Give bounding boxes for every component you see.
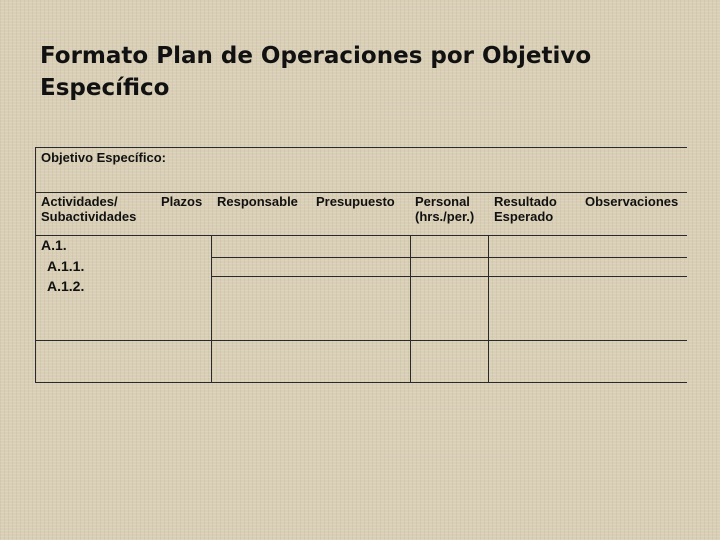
header-actividades-line2: Subactividades <box>41 209 137 224</box>
column-divider-3 <box>488 235 489 383</box>
header-resultado <box>494 194 557 224</box>
table-border-bottom <box>35 382 687 383</box>
header-personal-line1: Personal <box>415 194 470 209</box>
divider-row-2 <box>211 276 687 277</box>
column-divider-1 <box>211 235 212 383</box>
row-code-a1-2: A.1.2. <box>47 278 85 294</box>
divider-below-header <box>35 235 687 236</box>
page-title-line1: Formato Plan de Operaciones por Objetivo <box>40 43 592 69</box>
page-title-line2: Específico <box>40 75 170 101</box>
header-actividades <box>41 194 136 224</box>
divider-row-1 <box>211 257 687 258</box>
divider-below-objective <box>35 192 687 193</box>
header-personal-line2: (hrs./per.) <box>415 209 475 224</box>
row-code-a1: A.1. <box>41 237 67 253</box>
row-code-a1-1: A.1.1. <box>47 258 85 274</box>
table-border-left <box>35 147 36 383</box>
table-border-top <box>35 147 687 148</box>
header-personal <box>415 194 474 224</box>
header-presupuesto: Presupuesto <box>316 194 395 209</box>
objective-label: Objetivo Específico: <box>41 150 166 165</box>
page-title <box>40 40 680 104</box>
column-divider-2 <box>410 235 411 383</box>
header-plazos: Plazos <box>161 194 203 209</box>
operations-plan-table <box>35 147 687 383</box>
header-responsable: Responsable <box>217 194 298 209</box>
header-actividades-line1: Actividades/ <box>41 194 118 209</box>
divider-row-3 <box>35 340 687 341</box>
header-resultado-line1: Resultado <box>494 194 557 209</box>
header-resultado-line2: Esperado <box>494 209 554 224</box>
header-observaciones: Observaciones <box>585 194 679 209</box>
